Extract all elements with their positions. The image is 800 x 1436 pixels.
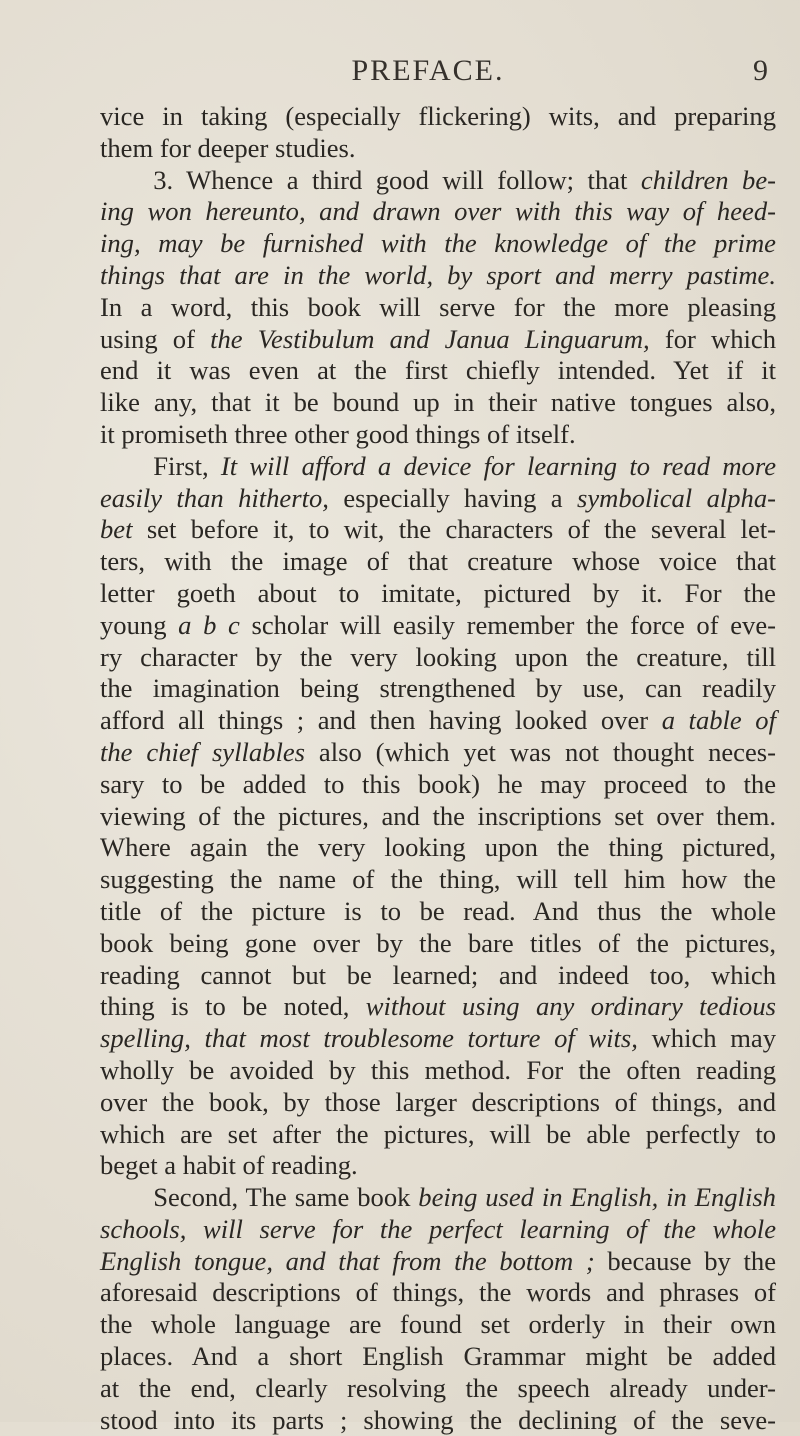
text-line <box>100 673 776 705</box>
text-line <box>100 514 776 546</box>
italic-text: children be- <box>640 164 776 195</box>
text-line <box>100 1405 776 1436</box>
text-line <box>100 705 776 737</box>
text-line <box>100 642 776 674</box>
italic-text: spelling, that most troublesome torture of wits, <box>100 1023 638 1054</box>
text-run: beget a habit of reading. <box>100 1150 358 1181</box>
text-run: them for deeper studies. <box>100 132 356 163</box>
text-run: the whole language are found set orderly in their own <box>100 1309 776 1340</box>
text-line <box>100 355 776 387</box>
text-line <box>100 133 776 165</box>
text-run: which may <box>637 1023 776 1054</box>
text-run: In a word, this book will serve for the more pleasing <box>100 291 776 322</box>
text-run: title of the picture is to be read. And thus the whole <box>100 895 776 926</box>
text-run: ry character by the very looking upon the creature, till <box>100 641 776 672</box>
text-run: end it was even at the first chiefly intended. Yet if it <box>100 355 776 386</box>
text-line <box>100 832 776 864</box>
text-run: aforesaid descriptions of things, the words and phrases of <box>100 1277 776 1308</box>
text-run: young <box>100 609 179 640</box>
text-run: at the end, clearly resolving the speech already under- <box>100 1372 776 1403</box>
text-run: stood into its parts ; showing the declining of the seve- <box>100 1404 776 1435</box>
text-run: wholly be avoided by this method. For the often reading <box>100 1054 776 1085</box>
page-number: 9 <box>753 54 768 87</box>
text-run: book being gone over by the bare titles of the pictures, <box>100 927 776 958</box>
text-line <box>100 610 776 642</box>
text-run: 3. Whence a third good will follow; that <box>100 164 641 195</box>
text-line <box>100 801 776 833</box>
text-run: afford all things ; and then having looked over <box>100 705 662 736</box>
text-run: set before it, to wit, the characters of the several let- <box>132 514 776 545</box>
text-line <box>100 451 776 483</box>
text-run: because by the <box>594 1245 777 1276</box>
text-line <box>100 928 776 960</box>
italic-text: It will afford a device for learning to read more <box>220 450 776 481</box>
text-run: for which <box>649 323 777 354</box>
text-line <box>100 483 776 515</box>
text-line <box>100 1119 776 1151</box>
italic-text: ing won hereunto, and drawn over with this way of heed- <box>100 196 776 227</box>
italic-text: ing, may be furnished with the knowledge of the prime <box>100 228 776 259</box>
italic-text: the chief syllables <box>100 736 306 767</box>
italic-text: English tongue, and that from the bottom ; <box>100 1245 595 1276</box>
text-line <box>100 1341 776 1373</box>
text-run: viewing of the pictures, and the inscriptions set over them. <box>100 800 776 831</box>
text-line <box>100 1150 776 1182</box>
text-line <box>100 324 776 356</box>
text-line <box>100 260 776 292</box>
italic-text: without using any ordinary tedious <box>365 991 776 1022</box>
text-line <box>100 1087 776 1119</box>
text-line <box>100 864 776 896</box>
text-run: also (which yet was not thought neces- <box>305 736 776 767</box>
text-run: Second, The same book <box>100 1182 419 1213</box>
italic-text: a b c <box>178 609 240 640</box>
text-line <box>100 101 776 133</box>
text-line <box>100 991 776 1023</box>
text-line <box>100 196 776 228</box>
text-run: ters, with the image of that creature whose voice that <box>100 546 776 577</box>
text-run: using of <box>100 323 211 354</box>
text-line <box>100 1182 776 1214</box>
text-line <box>100 1277 776 1309</box>
text-run: letter goeth about to imitate, pictured by it. For the <box>100 577 776 608</box>
text-run: the imagination being strengthened by use, can readily <box>100 673 776 704</box>
text-run: First, <box>100 450 221 481</box>
text-line <box>100 1373 776 1405</box>
text-line <box>100 737 776 769</box>
text-line <box>100 960 776 992</box>
text-run: thing is to be noted, <box>100 991 366 1022</box>
text-line <box>100 165 776 197</box>
italic-text: things that are in the world, by sport and merry pastime. <box>100 259 776 290</box>
text-line <box>100 1309 776 1341</box>
text-run: which are set after the pictures, will be able perfectly to <box>100 1118 776 1149</box>
running-title: PREFACE. <box>351 54 505 87</box>
text-line <box>100 1246 776 1278</box>
text-run: it promiseth three other good things of itself. <box>100 418 576 449</box>
text-line <box>100 578 776 610</box>
italic-text: the Vestibulum and Janua Linguarum, <box>210 323 650 354</box>
text-run: suggesting the name of the thing, will tell him how the <box>100 864 776 895</box>
text-line <box>100 896 776 928</box>
text-run: scholar will easily remember the force of eve- <box>239 609 776 640</box>
text-run: over the book, by those larger descriptions of things, and <box>100 1086 776 1117</box>
italic-text: bet <box>100 514 133 545</box>
text-run: like any, that it be bound up in their native tongues also, <box>100 387 776 418</box>
text-line <box>100 769 776 801</box>
text-line <box>100 546 776 578</box>
text-line <box>100 1023 776 1055</box>
text-run: sary to be added to this book) he may proceed to the <box>100 768 776 799</box>
italic-text: easily than hitherto, <box>100 482 329 513</box>
text-line <box>100 292 776 324</box>
text-line <box>100 1214 776 1246</box>
body-text <box>100 101 776 1436</box>
italic-text: being used in English, in English <box>418 1182 776 1213</box>
italic-text: schools, will serve for the perfect learning of the whole <box>100 1213 776 1244</box>
text-line <box>100 387 776 419</box>
text-run: reading cannot but be learned; and indeed too, which <box>100 959 776 990</box>
italic-text: a table of <box>661 705 776 736</box>
text-line <box>100 419 776 451</box>
text-run: Where again the very looking upon the thing pictured, <box>100 832 776 863</box>
text-run: places. And a short English Grammar might be added <box>100 1341 776 1372</box>
italic-text: symbolical alpha- <box>576 482 776 513</box>
text-line <box>100 1055 776 1087</box>
text-run: especially having a <box>328 482 577 513</box>
text-run: vice in taking (especially flickering) wits, and preparing <box>100 101 776 131</box>
page-header <box>88 54 768 94</box>
text-line <box>100 228 776 260</box>
